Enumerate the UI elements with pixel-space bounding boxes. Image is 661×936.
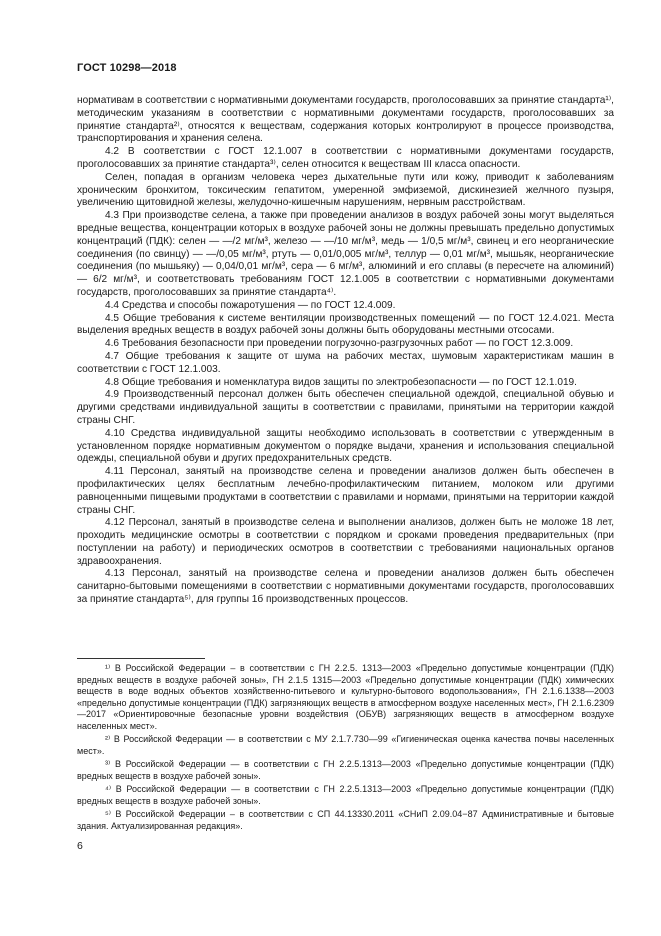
paragraph: 4.6 Требования безопасности при проведении погрузочно-разгрузочных работ — по ГОСТ 12.3.009.	[105, 338, 574, 350]
paragraph: 4.13 Персонал, занятый на производстве селена и проведении анализов должен быть обеспечен санитарно-бытовыми помещениями в соответствии с нормативными документами государств, проголосовавших за принятие стандарта⁵⁾, для группы 1б производственных процессов.	[77, 568, 614, 606]
footnote: ⁴⁾ В Российской Федерации — в соответствии с ГН 2.2.5.1313—2003 «Предельно допустимые концентрации (ПДК) вредных веществ в воздухе рабочей зоны».	[77, 784, 614, 806]
footnote: ²⁾ В Российской Федерации — в соответствии с МУ 2.1.7.730—99 «Гигиеническая оценка качества почвы населенных мест».	[77, 734, 614, 756]
footnote-separator	[77, 658, 205, 659]
paragraph: 4.2 В соответствии с ГОСТ 12.1.007 в соответствии с нормативными документами государств, проголосовавших за принятие стандарта³⁾, селен относится к веществам III класса опасности.	[77, 146, 614, 170]
footnote: ⁵⁾ В Российской Федерации – в соответствии с СП 44.13330.2011 «СНиП 2.09.04−87 Административные и бытовые здания. Актуализированная редакция».	[77, 809, 614, 831]
footnote: ¹⁾ В Российской Федерации – в соответствии с ГН 2.2.5. 1313—2003 «Предельно допустимые концентрации (ПДК) вредных веществ в воздухе рабочей зоны», ГН 2.1.5 1315—2003 «Предельно допустимые концентрации (ПДК) химических веществ в воде водных объектов хозяйственно-питьевого и культурно-бытового водопользования», ГН 2.1.6.1338—2003 «предельно допустимые концентрации (ПДК) загрязняющих веществ в атмосферном воздухе населенных мест», ГН 2.1.6.2309—2017 «Ориентировочные безопасные уровни воздействия (ОБУВ) загрязняющих веществ в атмосферном воздухе населенных мест».	[77, 663, 614, 731]
paragraph: 4.5 Общие требования к системе вентиляции производственных помещений — по ГОСТ 12.4.021. Места выделения вредных веществ в воздух рабочей зоны должны быть оборудованы местными отсосами.	[77, 312, 614, 337]
footnotes	[77, 663, 614, 834]
paragraph: 4.10 Средства индивидуальной защиты необходимо использовать в соответствии с утвержденным в установленном порядке нормативным документом о порядке выдачи, хранения и использования специальной одежды, специальной обуви и других предохранительных средств.	[77, 427, 614, 465]
page-number: 6	[77, 840, 83, 852]
paragraph: 4.12 Персонал, занятый в производстве селена и выполнении анализов, должен быть не моложе 18 лет, проходить медицинские осмотры в соответствии с порядком и сроками проведения предварительных (при поступлении на работу) и периодических осмотров в соответствии с требованиями национальных органов здравоохранения.	[77, 517, 614, 567]
document-header: ГОСТ 10298—2018	[77, 62, 177, 74]
paragraph: 4.7 Общие требования к защите от шума на рабочих местах, шумовым характеристикам машин в соответствии с ГОСТ 12.1.003.	[77, 350, 614, 375]
paragraph: 4.3 При производстве селена, а также при проведении анализов в воздух рабочей зоны могут выделяться вредные вещества, концентрации которых в воздухе рабочей зоны не должны превышать предельно допустимых концентраций (ПДК): селен — —/2 мг/м³, железо — —/10 мг/м³, медь — 1/0,5 мг/м³, свинец и его неорганические соединения (по свинцу) — —/0,05 мг/м³, ртуть — 0,01/0,005 мг/м³, теллур — 0,01 мг/м³, мышьяк, неорганические соединения (по мышьяку) — 0,04/0,01 мг/м³, сера — 6 мг/м³, алюминий и его сплавы (в пересчете на алюминий) — 6/2 мг/м³, и соответствовать требованиям ГОСТ 12.1.005 в соответствии с нормативными документами государств, проголосовавших за принятие стандарта⁴⁾.	[77, 210, 614, 298]
paragraph: 4.11 Персонал, занятый на производстве селена и проведении анализов должен быть обеспечен в профилактических целях бесплатным лечебно-профилактическим питанием, молоком или другими равноценными пищевыми продуктами в соответствии с правилами и нормами, принятыми на территории каждой страны СНГ.	[77, 466, 614, 516]
paragraph: 4.4 Средства и способы пожаротушения — по ГОСТ 12.4.009.	[105, 299, 396, 311]
paragraph: 4.8 Общие требования и номенклатура видов защиты по электробезопасности — по ГОСТ 12.1.019.	[105, 376, 577, 388]
paragraph: нормативам в соответствии с нормативными документами государств, проголосовавших за принятие стандарта¹⁾, методическим указаниям в соответствии с нормативными документами государств, проголосовавших за принятие стандарта²⁾, относятся к веществам, содержания которых контролируют в процессе производства, транспортирования и хранения селена.	[77, 95, 614, 145]
paragraph: Селен, попадая в организм человека через дыхательные пути или кожу, приводит к заболеваниям хроническим бронхитом, токсическим гепатитом, умеренной эмфиземой, дискинезией желчного пузыря, увеличению щитовидной железы, желудочно-кишечным нарушениям, нервным расстройствам.	[77, 171, 614, 209]
paragraph: 4.9 Производственный персонал должен быть обеспечен специальной одеждой, специальной обувью и другими средствами индивидуальной защиты в соответствии с правилами, принятыми на территории каждой страны СНГ.	[77, 389, 614, 426]
document-body	[77, 95, 614, 607]
footnote: ³⁾ В Российской Федерации — в соответствии с ГН 2.2.5.1313—2003 «Предельно допустимые концентрации (ПДК) вредных веществ в воздухе рабочей зоны».	[77, 759, 614, 781]
